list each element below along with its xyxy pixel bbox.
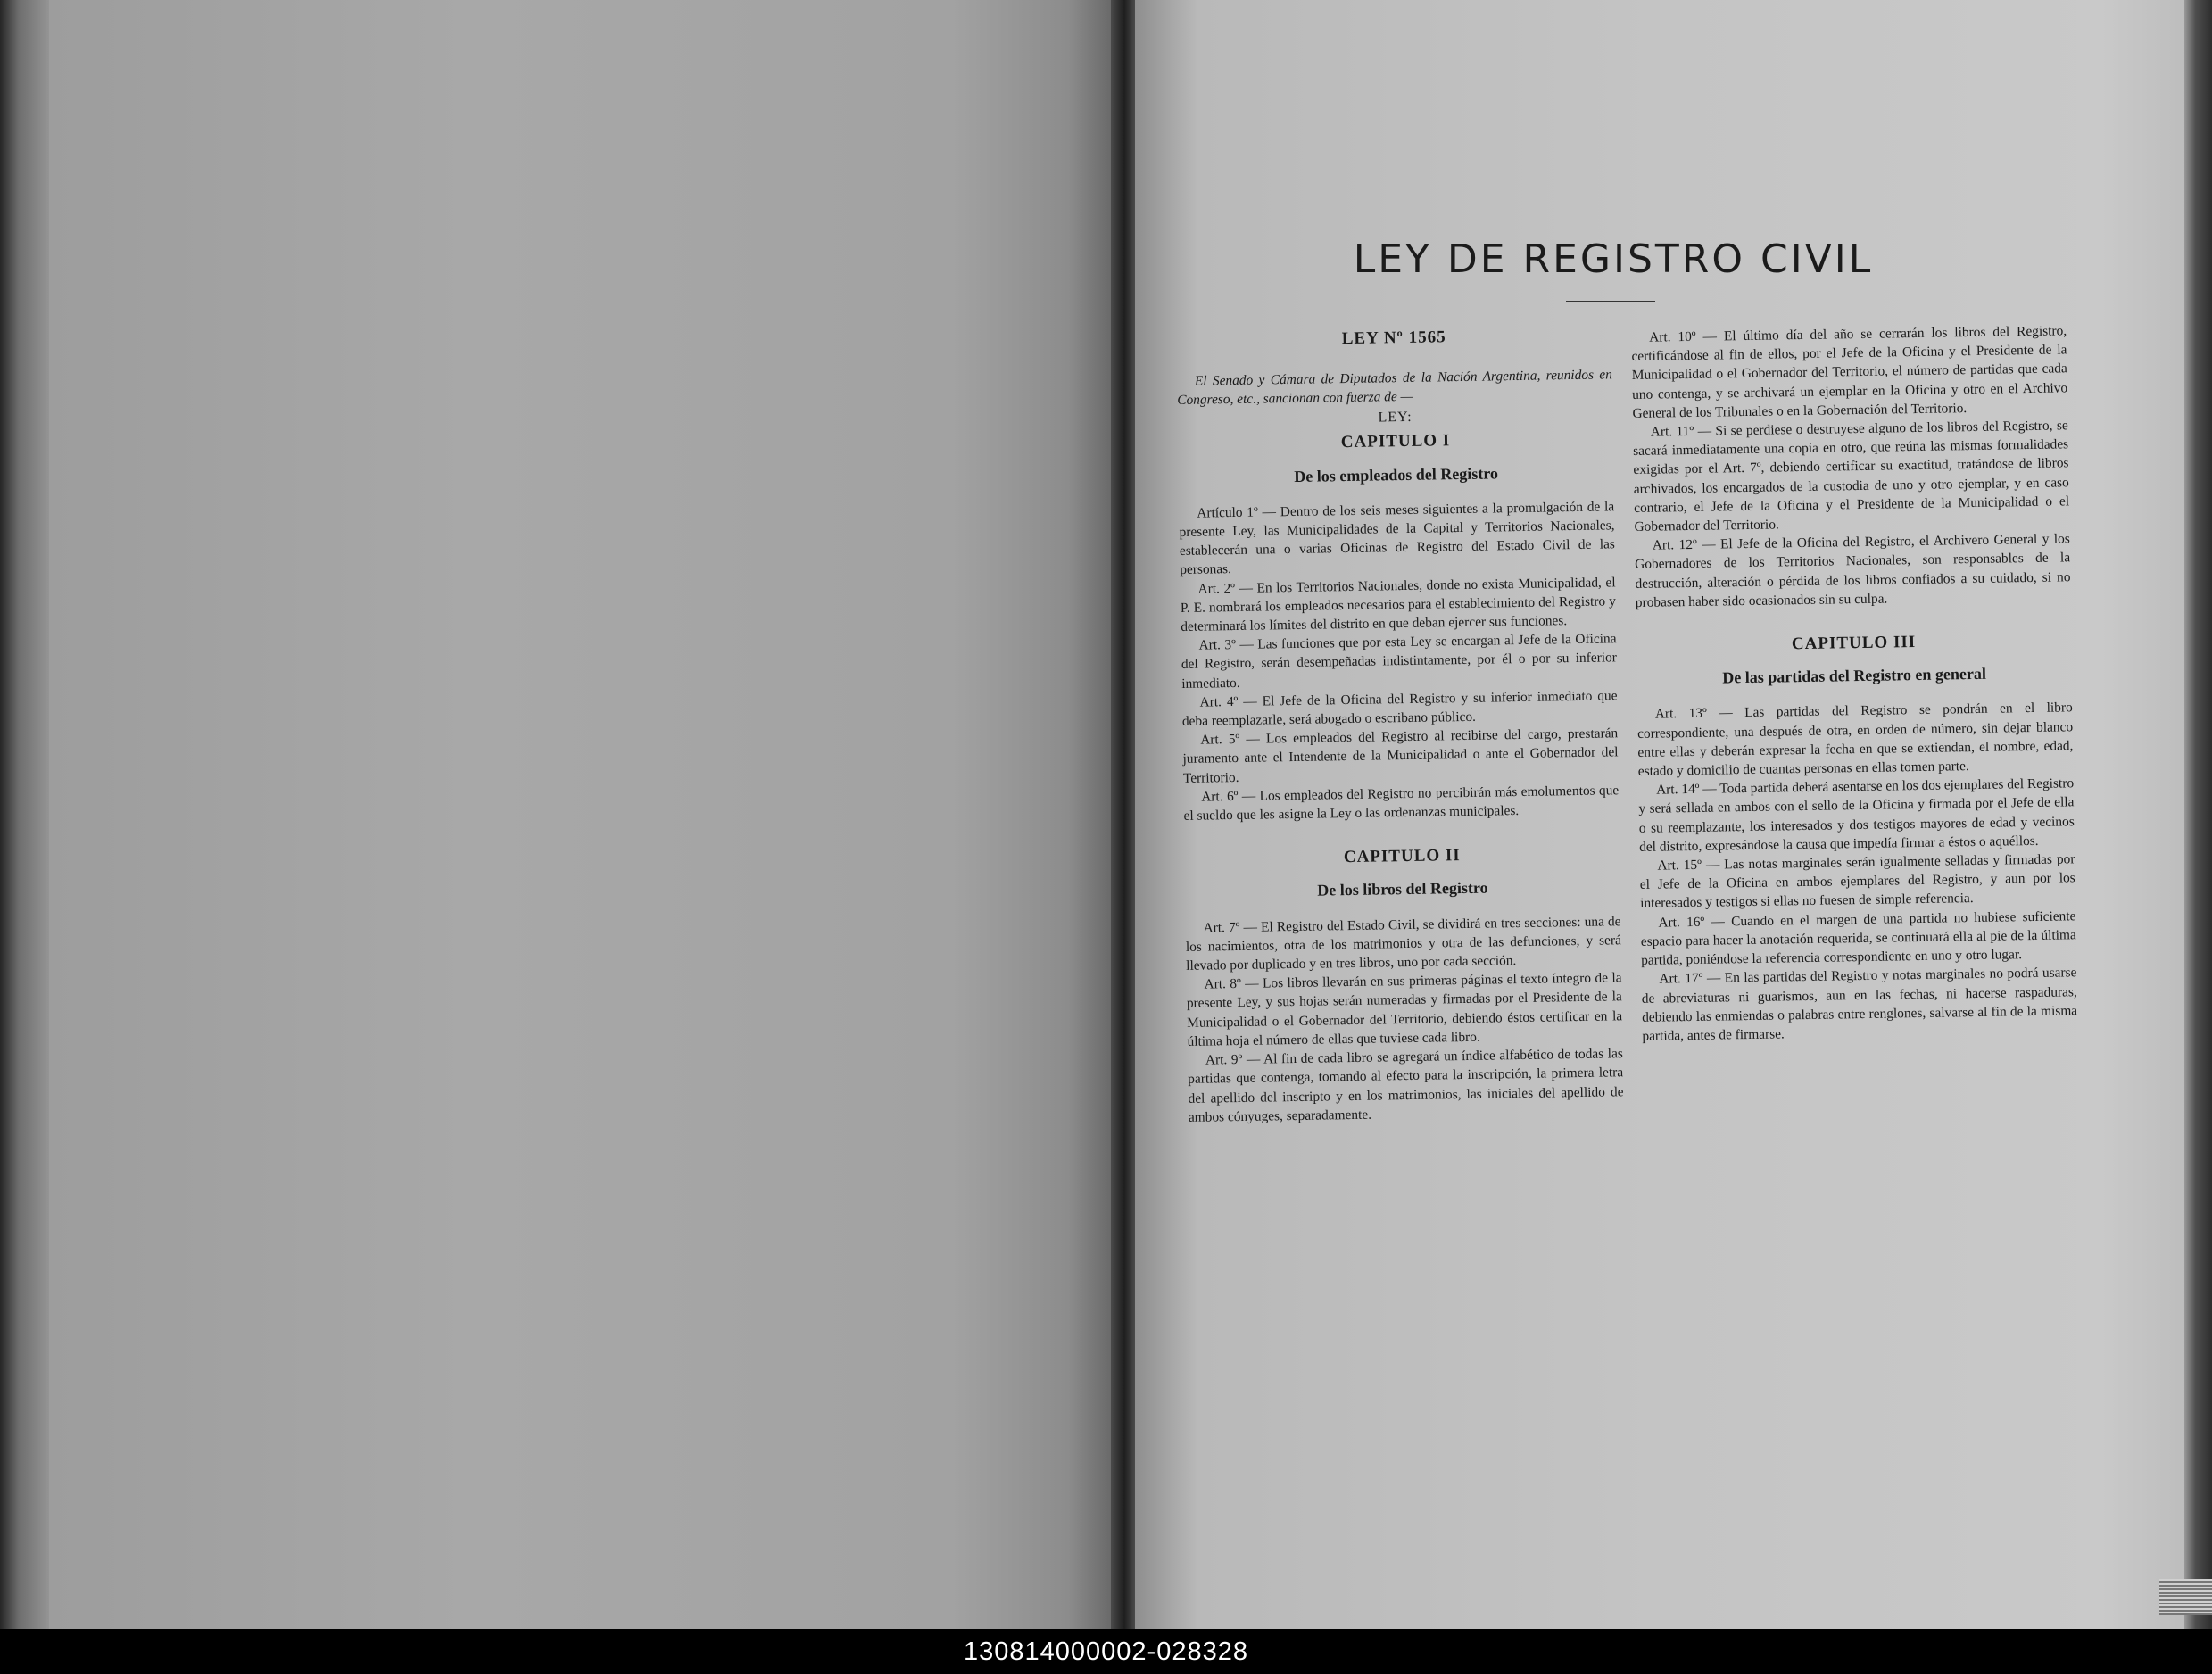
article-paragraph: Art. 15º — Las notas marginales serán igualmente selladas y firmadas por el Jefe de la Oficina en ambos ejemplares del Registro, y aun por los interesados y testigos si ellas no fuesen de simple referencia. bbox=[1639, 851, 2075, 912]
law-number: LEY Nº 1565 bbox=[1341, 327, 1446, 349]
article-paragraph: Art. 4º — El Jefe de la Oficina del Registro y su inferior inmediato que deba reemplazarle, será abogado o escribano público. bbox=[1181, 688, 1618, 729]
chapter-2-subtitle: De los libros del Registro bbox=[1317, 879, 1488, 900]
article-paragraph: Art. 2º — En los Territorios Nacionales, donde no exista Municipalidad, el P. E. nombrará los empleados necesarios para el establecimiento del Registro y determinará los límites del distrito en que deban ejercer sus funciones. bbox=[1180, 574, 1616, 634]
article-paragraph: Art. 14º — Toda partida deberá asentarse en los dos ejemplares del Registro y será sellada en ambos con el sello de la Oficina y firmada por el Jefe de ella o su reemplazante, los interesados y dos testigos mayores de edad y vecinos del distrito, expresándose la causa que impedía firmar a éstos o aquéllos. bbox=[1638, 775, 2075, 855]
article-paragraph: Art. 11º — Si se perdiese o destruyese alguno de los libros del Registro, se sacará inmediatamente una copia en otro, que reúna las mismas formalidades exigidas por el Art. 7º, debiendo certificar su exactitud, tratándose de libros archivados, los encargados de la custodia de uno y otro ejemplar, y en caso contrario, el Jefe de la Oficina y el Presidente de la Municipalidad o el Gobernador del Territorio. bbox=[1633, 418, 2070, 535]
article-paragraph: Art. 12º — El Jefe de la Oficina del Registro, el Archivero General y los Gobernadores de los Territorios Nacionales, son responsables de la destrucción, alteración o pérdida de los libros confiados a su cuidado, si no probasen haber sido ocasionados sin su culpa. bbox=[1635, 531, 2071, 610]
book-gutter bbox=[1111, 0, 1138, 1629]
right-book-edge bbox=[2184, 0, 2212, 1629]
scan-identifier: 130814000002-028328 bbox=[964, 1637, 1248, 1666]
article-paragraph: Art. 6º — Los empleados del Registro no percibirán más emolumentos que el sueldo que les asigne la Ley o las ordenanzas municipales. bbox=[1183, 783, 1620, 824]
article-paragraph: Art. 8º — Los libros llevarán en sus primeras páginas el texto íntegro de la presente Ley, y sus hojas serán numeradas y firmadas por el Presidente de la Municipalidad o el Gobernador del Territorio, debiendo éstos certificar en la última hoja el número de ellas que tuviese cada libro. bbox=[1186, 970, 1623, 1049]
article-paragraph: Art. 9º — Al fin de cada libro se agregará un índice alfabético de todas las partidas que contenga, tomando al efecto para la inscripción, la primera letra del apellido del inscripto y en los matrimonios, las iniciales del apellido de ambos cónyuges, separadamente. bbox=[1188, 1046, 1624, 1125]
chapter-3-title: CAPITULO III bbox=[1791, 633, 1917, 654]
article-paragraph: Art. 7º — El Registro del Estado Civil, se dividirá en tres secciones: una de los nacimientos, otra de los matrimonios y otra de las defunciones, y será llevado por duplicado y en tres libros, uno por cada sección. bbox=[1185, 913, 1621, 974]
article-paragraph: Art. 16º — Cuando en el margen de una partida no hubiese suficiente espacio para hacer la anotación requerida, se continuará ella al pie de la última partida, poniéndose la referencia correspondiente en uno y otro lugar. bbox=[1640, 907, 2076, 969]
footer-bar bbox=[0, 1629, 2212, 1674]
chapter-1-title: CAPITULO I bbox=[1340, 431, 1451, 452]
left-text-column bbox=[1176, 321, 1624, 1126]
page-edges bbox=[2159, 1579, 2212, 1615]
chapter-1-subtitle: De los empleados del Registro bbox=[1294, 463, 1499, 485]
chapter-3-subtitle: De las partidas del Registro en general bbox=[1722, 665, 1987, 687]
article-paragraph: Art. 13º — Las partidas del Registro se pondrán en el libro correspondiente, una después de otra, en orden de número, sin dejar blanco entre ellas y deberán expresar la fecha en que se extiendan, el nombre, edad, estado y domicilio de cuantas personas en ellas tomen parte. bbox=[1637, 700, 2074, 780]
ley-heading: LEY: bbox=[1378, 410, 1413, 426]
right-text-column bbox=[1631, 321, 2078, 1046]
chapter-2-title: CAPITULO II bbox=[1343, 846, 1461, 867]
left-book-edge bbox=[0, 0, 54, 1629]
article-paragraph: Art. 3º — Las funciones que por esta Ley se encargan al Jefe de la Oficina del Registro, serán desempeñadas indistintamente, por él o por su inferior inmediato. bbox=[1181, 631, 1617, 692]
blank-left-page bbox=[49, 0, 1111, 1629]
enacting-clause: El Senado y Cámara de Diputados de la Nación Argentina, reunidos en Congreso, etc., sancionan con fuerza de — bbox=[1177, 367, 1613, 409]
article-paragraph: Art. 5º — Los empleados del Registro al recibirse del cargo, prestarán juramento ante el Intendente de la Municipalidad o ante el Gobernador del Territorio. bbox=[1182, 725, 1619, 786]
document-title: LEY DE REGISTRO CIVIL bbox=[1353, 236, 1874, 282]
title-rule bbox=[1566, 301, 1655, 302]
article-paragraph: Art. 10º — El último día del año se cerrarán los libros del Registro, certificándose al fin de ellos, por el Jefe de la Oficina y el Presidente de la Municipalidad o el Gobernador del Territorio, el número de partidas que cada uno contenga, y se archivará un ejemplar en la Oficina y otro en el Archivo General de los Tribunales o en la Gobernación del Territorio. bbox=[1631, 323, 2068, 421]
article-paragraph: Artículo 1º — Dentro de los seis meses siguientes a la promulgación de la presente Ley, las Municipalidades de la Capital y Territorios Nacionales, establecerán una o varias Oficinas de Registro del Estado Civil de las personas. bbox=[1179, 499, 1615, 578]
article-paragraph: Art. 17º — En las partidas del Registro y notas marginales no podrá usarse de abreviaturas ni guarismos, aun en las fechas, ni hacerse raspaduras, debiendo las enmiendas o palabras entre renglones, salvarse al fin de la misma partida, antes de firmarse. bbox=[1641, 965, 2078, 1044]
